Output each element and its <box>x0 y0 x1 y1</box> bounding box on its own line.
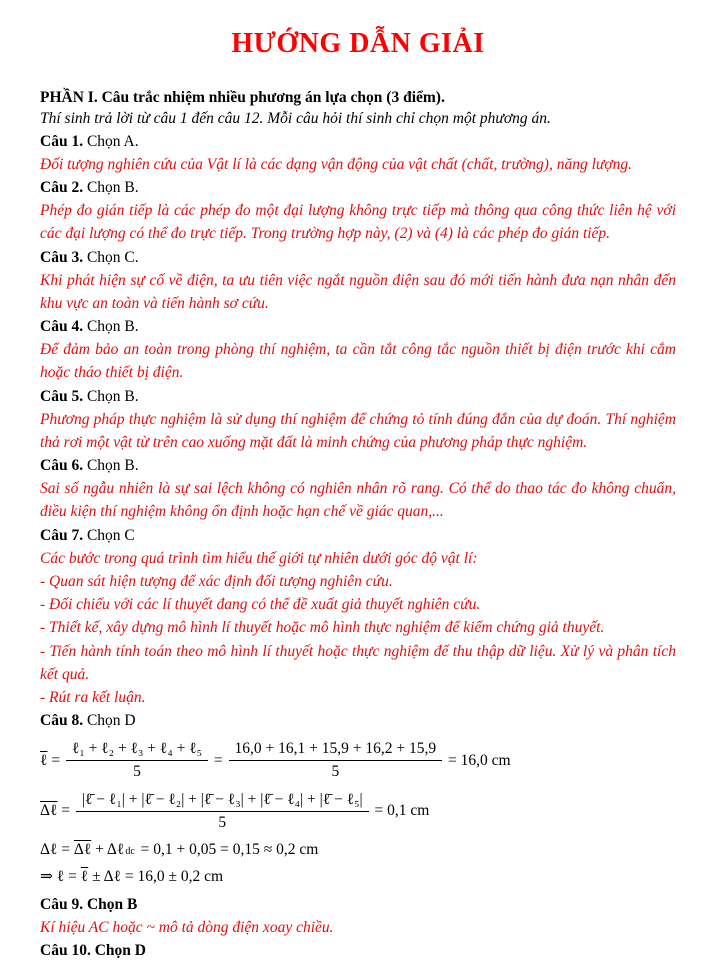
mean-length-symbol: ℓ <box>80 867 89 885</box>
answer-choice: Chọn B. <box>86 387 139 405</box>
answer-explanation: Sai số ngẫu nhiên là sự sai lệch không có nghiên nhân rõ rang. Có thể do thao tác đo không chuẩn, điều kiện thí nghiệm không ổn định hoặc hạn chế về giác quan,... <box>40 480 676 521</box>
fraction-denominator: 5 <box>133 763 141 781</box>
fraction-numerator: |ℓ̄ − ℓ₁| + |ℓ̄ − ℓ₂| + |ℓ̄ − ℓ₃| + |ℓ̄ − ℓ₄| + |ℓ̄ − ℓ₅| <box>76 790 369 812</box>
answer-label: Câu 3. <box>40 248 84 266</box>
equals-sign: = <box>47 751 64 769</box>
mean-error-symbol: Δℓ <box>73 840 92 858</box>
answer-explanation-step: - Đối chiếu với các lí thuyết đang có thể đề xuất giả thuyết nghiên cứu. <box>40 596 481 613</box>
answer-label: Câu 2. <box>40 179 84 196</box>
formula-part: ⇒ ℓ = <box>40 867 81 885</box>
formula-mean-error <box>40 790 676 833</box>
instrument-error-subscript: dc <box>125 845 135 857</box>
fraction-numeric <box>229 739 443 782</box>
answer-explanation: Để đảm bảo an toàn trong phòng thí nghiệm, ta cần tắt công tắc nguồn thiết bị điện trước khi cắm hoặc tháo thiết bị điện. <box>40 341 676 382</box>
answer-explanation: Các bước trong quá trình tìm hiểu thế giới tự nhiên dưới góc độ vật lí: <box>40 549 478 567</box>
formula-final-result <box>40 867 676 887</box>
answer-label: Câu 4. <box>40 318 84 335</box>
answer-line <box>40 455 676 477</box>
answer-line <box>40 710 676 732</box>
mean-error-symbol: Δℓ <box>40 802 58 820</box>
answer-explanation-step: - Quan sát hiện tượng để xác định đối tượng nghiên cứu. <box>40 572 393 590</box>
answer-block-6 <box>40 455 676 524</box>
formula-result: ± Δℓ = 16,0 ± 0,2 cm <box>88 867 224 885</box>
answer-line <box>40 177 676 199</box>
answer-line <box>40 131 676 153</box>
answer-line <box>40 940 676 962</box>
answer-line <box>40 247 676 269</box>
answer-block-7 <box>40 525 676 710</box>
answer-choice: Chọn B. <box>86 457 139 474</box>
answer-label: Câu 6. <box>40 457 84 474</box>
equals-sign: = <box>210 751 227 769</box>
fraction-symbolic <box>66 739 208 782</box>
answer-label: Câu 5. <box>40 387 84 405</box>
answer-block-10 <box>40 940 676 962</box>
equals-sign: = <box>57 802 74 820</box>
page-title: HƯỚNG DẪN GIẢI <box>231 28 485 59</box>
answer-explanation: Khi phát hiện sự cố về điện, ta ưu tiên việc ngắt nguồn điện sau đó mới tiến hành đưa nạn nhân đến khu vực an toàn và tiến hành sơ cứu. <box>40 271 676 312</box>
fraction-denominator: 5 <box>218 813 227 831</box>
formula-mean-length <box>40 739 676 782</box>
answer-label: Câu 7. <box>40 526 84 544</box>
formula-total-error <box>40 840 676 860</box>
formula-result: = 0,1 cm <box>370 802 430 820</box>
section-heading: PHẦN I. Câu trắc nhiệm nhiều phương án lựa chọn (3 điểm). <box>40 89 445 106</box>
answer-block-3 <box>40 247 676 316</box>
answer-line <box>40 525 676 547</box>
formula-result: = 0,1 + 0,05 = 0,15 ≈ 0,2 cm <box>136 840 319 858</box>
answer-block-1 <box>40 131 676 176</box>
answer-choice: Chọn D <box>94 942 146 960</box>
answer-line <box>40 316 676 338</box>
answer-choice: Chọn D <box>86 712 136 730</box>
answer-label: Câu 9. <box>40 896 84 914</box>
answer-explanation-step: - Tiến hành tính toán theo mô hình lí thuyết hoặc thực nghiệm để thu thập dữ liệu. Xử lý và phân tích kết quả. <box>40 642 676 683</box>
answer-choice: Chọn C. <box>86 248 139 266</box>
formula-result: = 16,0 cm <box>444 751 511 769</box>
answer-choice: Chọn B <box>86 896 138 914</box>
section-note: Thí sinh trả lời từ câu 1 đến câu 12. Mỗi câu hỏi thí sinh chỉ chọn một phương án. <box>40 110 551 128</box>
answer-label: Câu 1. <box>40 132 84 150</box>
mean-length-symbol: ℓ <box>40 751 48 769</box>
answer-explanation: Đối tượng nghiên cứu của Vật lí là các dạng vận động của vật chất (chất, trường), năng lượng. <box>40 155 632 173</box>
fraction-numerator: ℓ₁ + ℓ₂ + ℓ₃ + ℓ₄ + ℓ₅ <box>66 739 208 761</box>
formula-part: Δℓ = <box>40 840 74 858</box>
answer-block-9 <box>40 894 676 939</box>
fraction-denominator: 5 <box>331 763 340 781</box>
answer-block-5 <box>40 386 676 455</box>
answer-explanation: Phương pháp thực nghiệm là sử dụng thí nghiệm để chứng tỏ tính đúng đắn của dự đoán. Thí nghiệm thả rơi một vật từ trên cao xuống mặt đất là minh chứng của phương pháp thực nghiệm. <box>40 410 676 451</box>
answer-choice: Chọn C <box>86 526 135 544</box>
answer-explanation-step: - Rút ra kết luận. <box>40 689 146 706</box>
answer-label: Câu 8. <box>40 712 84 730</box>
answer-label: Câu 10. <box>40 942 91 960</box>
answer-line <box>40 894 676 916</box>
answer-block-8 <box>40 710 676 887</box>
answer-choice: Chọn A. <box>86 132 139 150</box>
answer-choice: Chọn B. <box>86 318 139 335</box>
answer-block-4 <box>40 316 676 385</box>
fraction-numerator: 16,0 + 16,1 + 15,9 + 16,2 + 15,9 <box>229 739 443 761</box>
answer-line <box>40 386 676 408</box>
formula-part: + Δℓ <box>91 840 125 858</box>
answer-choice: Chọn B. <box>86 179 139 196</box>
fraction-error <box>76 790 369 833</box>
answer-explanation: Phép đo gián tiếp là các phép đo một đại lượng không trực tiếp mà thông qua công thức liên hệ với các đại lượng có thể đo trực tiếp. Trong trường hợp này, (2) và (4) là các phép đo gián tiếp. <box>40 202 676 243</box>
answer-explanation: Kí hiệu AC hoặc ~ mô tả dòng điện xoay chiều. <box>40 919 334 937</box>
answer-block-2 <box>40 177 676 246</box>
answer-explanation-step: - Thiết kế, xây dựng mô hình lí thuyết hoặc mô hình thực nghiệm để kiểm chứng giả thuyết. <box>40 619 605 637</box>
